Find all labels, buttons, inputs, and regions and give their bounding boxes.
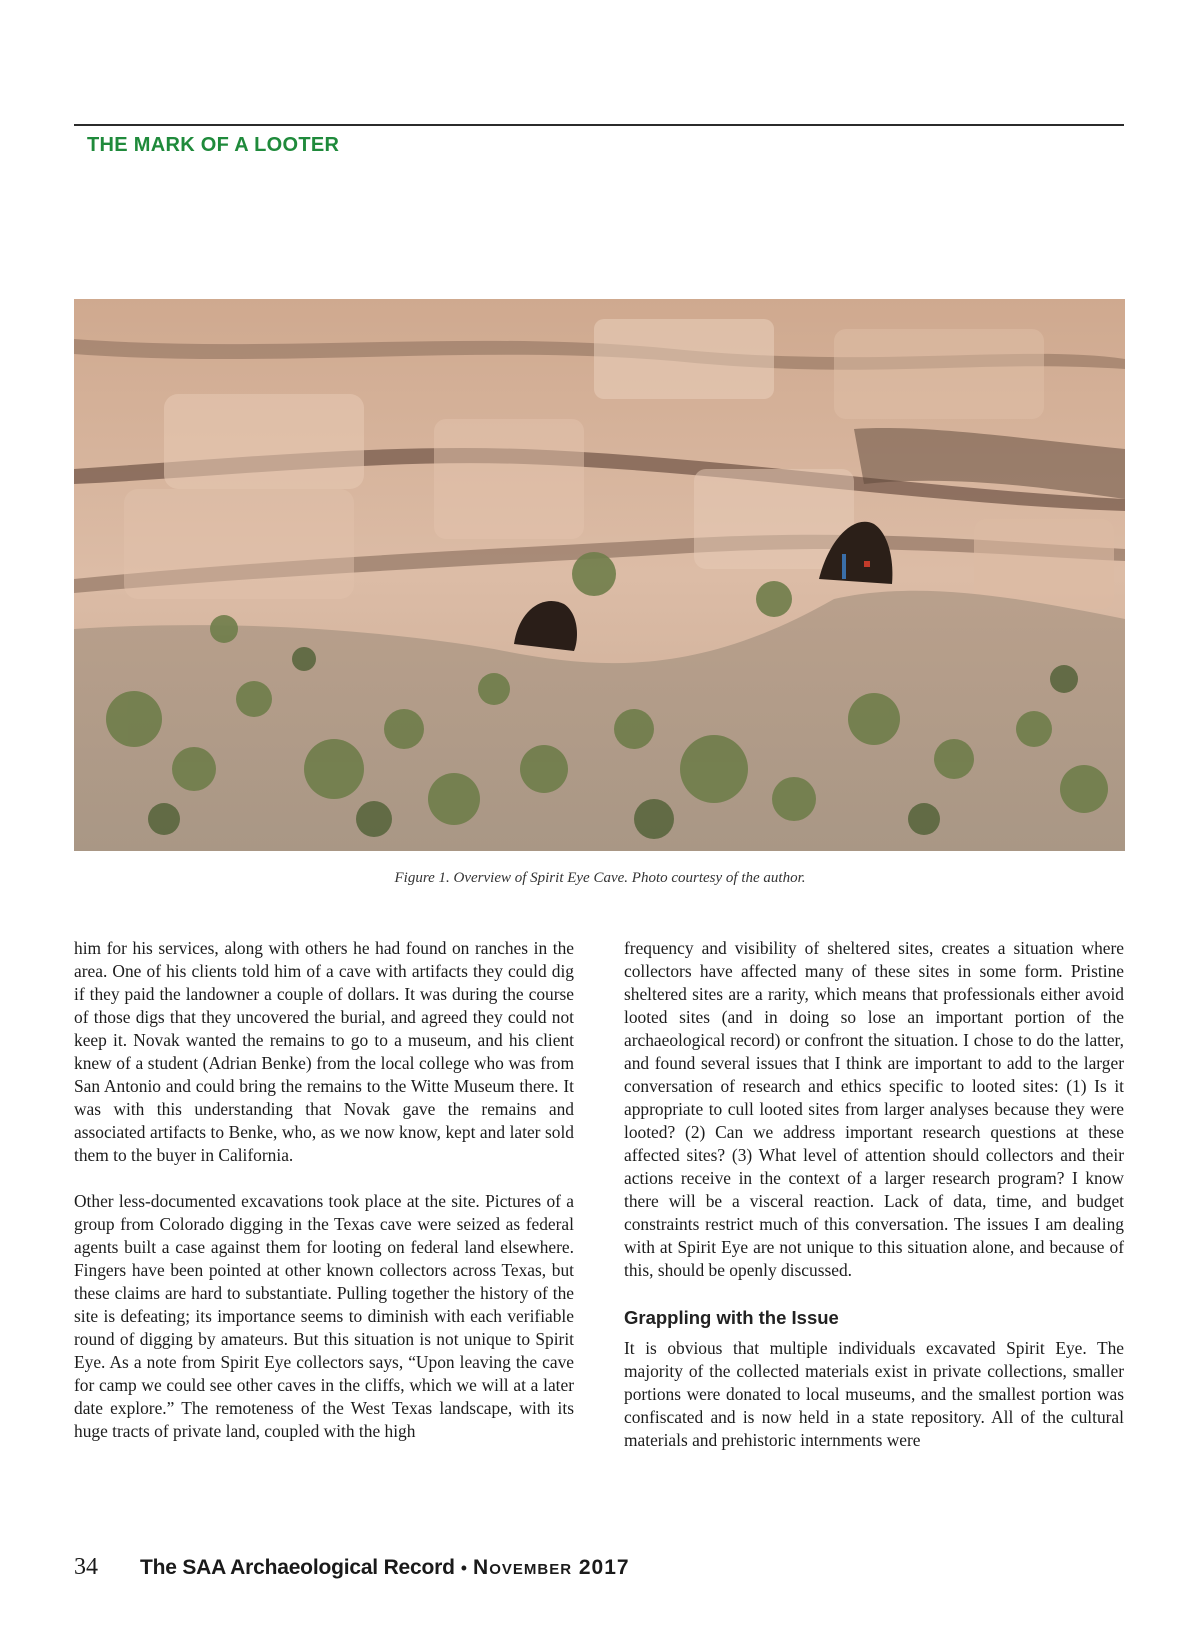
footer-bullet: •: [460, 1558, 468, 1578]
left-column: [74, 937, 574, 1466]
header-rule: [74, 124, 1124, 126]
paragraph: frequency and visibility of sheltered sites, creates a situation where collectors have affected many of these sites in some form. Pristine sheltered sites are a rarity, which means that professionals either avoid looted sites (and in doing so lose an important portion of the archaeological record) or confront the situation. I chose to do the latter, and found several issues that I think are important to add to the larger conversation of research and ethics specific to looted sites: (1) Is it appropriate to cull looted sites from larger analyses because they were looted? (2) Can we address important research questions at these affected sites? (3) What level of attention should collectors and their actions receive in the context of a larger research program? I know there will be a visceral reaction. Lack of data, time, and budget constraints restrict much of this conversation. The issues I am dealing with at Spirit Eye are not unique to this situation alone, and because of this, should be openly discussed.: [624, 938, 1124, 1280]
subheading: Grappling with the Issue: [624, 1307, 839, 1328]
journal-title: The SAA Archaeological Record: [140, 1556, 455, 1579]
paragraph: Other less-documented excavations took place at the site. Pictures of a group from Colorado digging in the Texas cave were seized as federal agents built a case against them for looting on federal land elsewhere. Fingers have been pointed at other known collectors across Texas, but these claims are hard to substantiate. Pulling together the history of the site is defeating; its importance seems to diminish with each verifiable round of digging by amateurs. But this situation is not unique to Spirit Eye. As a note from Spirit Eye collectors says, “Upon leaving the cave for camp we could see other caves in the cliffs, which we will at a later date explore.” The remoteness of the West Texas landscape, with its huge tracts of private land, coupled with the high: [74, 1191, 574, 1441]
page-number: 34: [74, 1554, 98, 1580]
issue-date: November 2017: [473, 1556, 630, 1579]
right-column: [624, 937, 1124, 1475]
figure-caption: Figure 1. Overview of Spirit Eye Cave. Photo courtesy of the author.: [394, 870, 806, 886]
figure-photo: [74, 299, 1125, 851]
paragraph: It is obvious that multiple individuals excavated Spirit Eye. The majority of the collected materials exist in private collections, smaller portions were donated to local museums, and the smallest portion was confiscated and is now held in a state repository. All of the cultural materials and prehistoric internments were: [624, 1338, 1124, 1450]
section-title: THE MARK OF A LOOTER: [87, 134, 340, 156]
page-footer: [74, 1554, 630, 1581]
cliff-cave-photo: [74, 299, 1125, 851]
paragraph: him for his services, along with others he had found on ranches in the area. One of his clients told him of a cave with artifacts they could dig if they paid the landowner a couple of dollars. It was during the course of those digs that they uncovered the burial, and agreed they could not keep it. Novak wanted the remains to go to a museum, and his client knew of a student (Adrian Benke) from the local college who was from San Antonio and could bring the remains to the Witte Museum there. It was with this understanding that Novak gave the remains and associated artifacts to Benke, who, as we now know, kept and later sold them to the buyer in California.: [74, 938, 574, 1165]
